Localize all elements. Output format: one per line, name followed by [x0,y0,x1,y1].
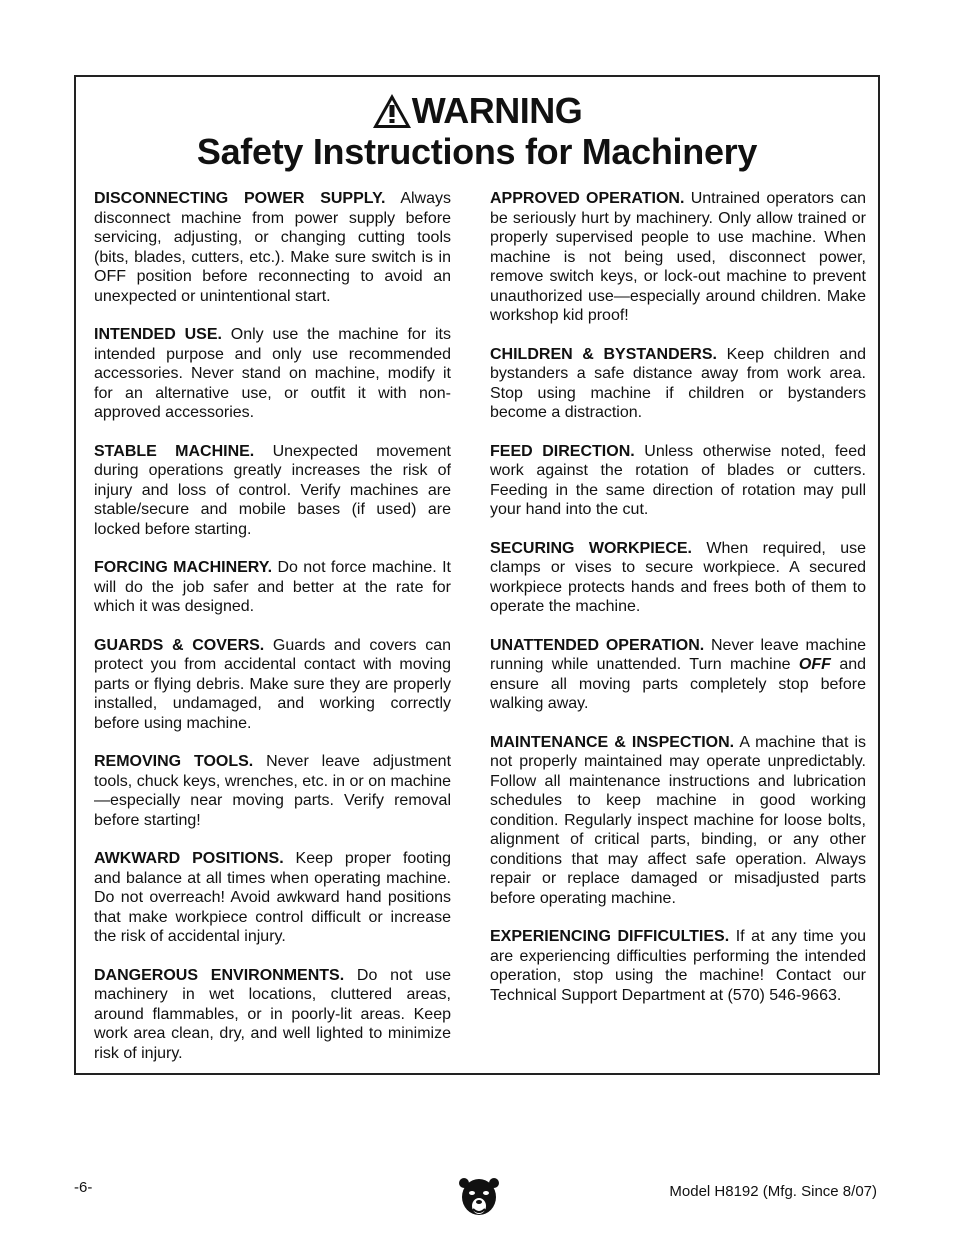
model-info: Model H8192 (Mfg. Since 8/07) [669,1183,877,1200]
instruction-item [94,558,451,617]
instruction-item [490,733,866,909]
instruction-item [94,849,451,947]
instruction-heading: DANGEROUS ENVIRONMENTS. [94,966,345,984]
instruction-heading: AWKWARD POSITIONS. [94,850,284,867]
instruction-item [94,752,451,830]
instruction-heading: STABLE MACHINE. [94,442,255,460]
instruction-text: When required, use clamps or vises to secure workpiece. A secured workpiece protects hands and frees both of them to operate the machine. [490,539,867,615]
instruction-item [490,927,866,1005]
instruction-text: Keep proper footing and balance at all times when operating machine. Do not overreach! Avoid awkward hand positions that make workpiece control difficult or increase the risk of accidental injury. [94,850,451,945]
instruction-text: Do not force machine. It will do the job safer and better at the rate for which it was designed. [94,559,451,615]
right-column [490,189,866,1024]
instruction-text: Unexpected movement during operations greatly increases the risk of injury and loss of control. Verify machines are stable/secure and mobile bases (if used) are locked before starting. [94,442,451,538]
instruction-text: Never leave adjustment tools, chuck keys, wrenches, etc. in or on machine—especially near moving parts. Verify removal before starting! [94,753,452,829]
instruction-text: Never leave machine running while unattended. Turn machine [490,636,866,673]
instruction-heading: GUARDS & COVERS. [94,636,265,654]
instruction-item [94,636,451,734]
instruction-heading: INTENDED USE. [94,326,222,343]
instruction-heading: REMOVING TOOLS. [94,753,254,770]
instruction-text: A machine that is not properly maintained may operate unpredictably. Follow all maintenance instructions and lubrication schedules to keep machine in good working condition. Regularly inspect machine for loose bolts, alignment of critical parts, binding, or any other conditions that may affect safe operation. Always repair or replace damaged or misadjusted parts before operating machine. [490,733,867,907]
instruction-text: Do not use machinery in wet locations, cluttered areas, around flammables, or in poorly-lit areas. Keep work area clean, dry, and well lighted to minimize risk of injury. [94,966,451,1062]
instruction-text: Untrained operators can be seriously hurt by machinery. Only allow trained or properly supervised people to use machine. When machine is not being used, disconnect power, remove switch keys, or lock-out machine to prevent unauthorized use—especially around children. Make workshop kid proof! [490,190,866,324]
left-column [94,189,451,1082]
instruction-heading: FORCING MACHINERY. [94,559,273,576]
warning-heading [76,90,878,132]
page-number: -6- [74,1179,93,1196]
instruction-heading: CHILDREN & BYSTANDERS. [490,345,717,363]
instruction-item [94,442,451,540]
warning-triangle-icon [372,93,412,129]
instruction-text: Guards and covers can protect you from accidental contact with moving parts or flying debris. Make sure they are properly installed, undamaged, and working correctly before using machine. [94,636,452,732]
instruction-item [490,539,866,617]
bear-logo-icon [458,1175,500,1221]
instruction-text: Unless otherwise noted, feed work against the rotation of blades or cutters. Feeding in the same direction of rotation may pull your hand into the cut. [490,442,867,518]
instruction-item [490,636,866,714]
instruction-heading: EXPERIENCING DIFFICULTIES. [490,928,730,945]
instruction-item [94,189,451,306]
instruction-item [94,325,451,423]
instruction-heading: DISCONNECTING POWER SUPPLY. [94,190,386,207]
instruction-heading: MAINTENANCE & INSPECTION. [490,733,735,751]
instruction-heading: SECURING WORKPIECE. [490,539,692,557]
instruction-heading: FEED DIRECTION. [490,442,635,460]
instruction-item [94,966,451,1064]
instruction-text: Keep children and bystanders a safe distance away from work area. Stop using machine if children or bystanders become a distraction. [490,345,866,421]
instruction-text: If at any time you are experiencing difficulties performing the intended operation, stop using the machine! Contact our Technical Support Department at (570) 546-9663. [490,928,866,1004]
instruction-heading: APPROVED OPERATION. [490,190,685,207]
instruction-item [490,345,866,423]
instruction-emphasis: OFF [798,656,831,673]
instruction-text: Always disconnect machine from power supply before servicing, adjusting, or changing cutting tools (bits, blades, cutters, etc.). Make sure switch is in OFF position before reconnecting to avoid an unexpected or unintentional start. [94,190,452,305]
instruction-item [490,442,866,520]
warning-box [74,75,880,1075]
instruction-heading: UNATTENDED OPERATION. [490,636,705,654]
instruction-item [490,189,866,326]
instruction-text: Only use the machine for its intended purpose and only use recommended accessories. Never stand on machine, modify it for an alternative use, or outfit it with non-approved accessories. [94,326,451,421]
warning-word: WARNING [411,90,583,131]
page-title: Safety Instructions for Machinery [196,131,758,172]
instruction-text-after: and ensure all moving parts completely stop before walking away. [490,656,867,712]
